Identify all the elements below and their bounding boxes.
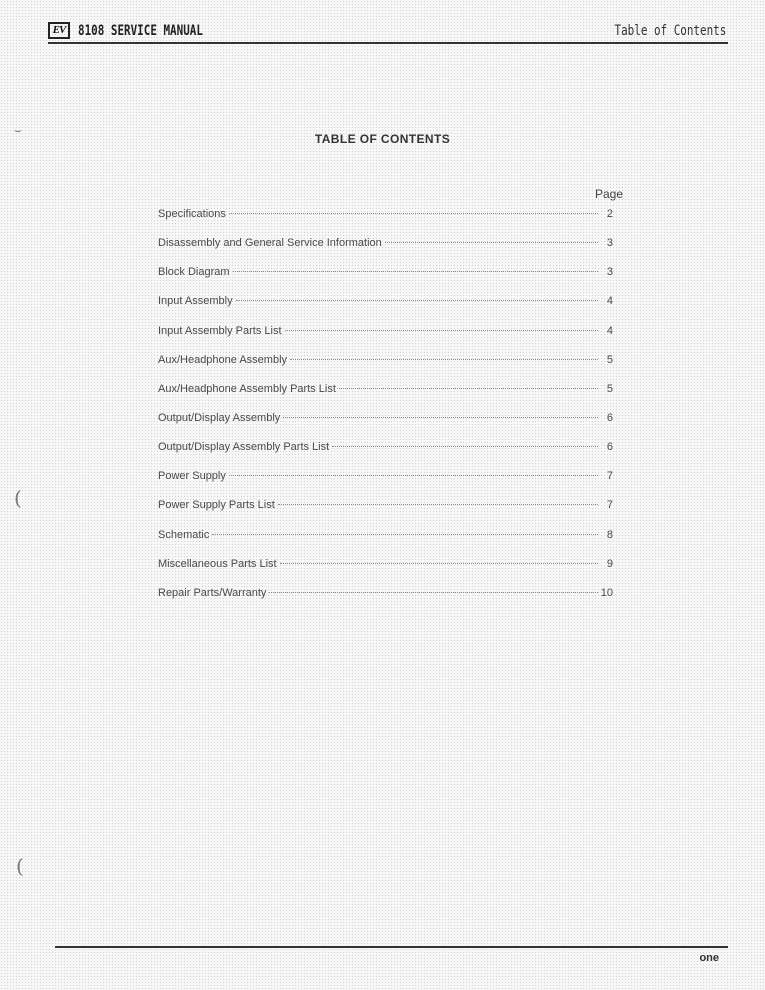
toc-entry: [158, 556, 613, 585]
toc-entry: [158, 206, 613, 235]
toc-entry: [158, 497, 613, 526]
dot-leader: [229, 212, 598, 214]
toc-entry: [158, 381, 613, 410]
page-header: [48, 20, 728, 42]
binding-hole-mark: (: [16, 854, 24, 878]
header-rule: [48, 42, 728, 44]
dot-leader: [233, 270, 598, 272]
toc-entry: [158, 323, 613, 352]
toc-entry-page: 8: [606, 528, 613, 541]
scan-artifact-mark: ⌣: [14, 123, 22, 137]
dot-leader: [332, 445, 598, 447]
toc-entry: [158, 352, 613, 381]
toc-entry: [158, 410, 613, 439]
toc-entry: [158, 293, 613, 322]
section-title: Table of Contents: [614, 23, 726, 39]
toc-entry: [158, 527, 613, 556]
toc-entry-title: Aux/Headphone Assembly: [158, 353, 288, 366]
toc-entry-page: 6: [606, 441, 613, 454]
dot-leader: [283, 416, 598, 418]
toc-entry-title: Input Assembly Parts List: [158, 324, 282, 337]
toc-entry-title: Output/Display Assembly Parts List: [158, 441, 330, 454]
toc-entry-title: Repair Parts/Warranty: [158, 586, 267, 599]
page-title: TABLE OF CONTENTS: [314, 132, 451, 146]
toc-entry-page: 4: [606, 324, 613, 337]
toc-entry-title: Power Supply: [158, 470, 226, 483]
footer-rule: [55, 946, 728, 948]
ev-logo: EV: [48, 22, 70, 39]
toc-entry-page: 9: [606, 557, 613, 570]
dot-leader: [269, 591, 597, 593]
toc-entry-title: Miscellaneous Parts List: [158, 557, 277, 570]
dot-leader: [278, 503, 598, 505]
toc-entry-page: 5: [606, 382, 613, 395]
toc-entry-page: 7: [606, 470, 613, 483]
toc-entry-title: Input Assembly: [158, 295, 233, 308]
toc-entry: [158, 585, 613, 614]
toc-entry-title: Block Diagram: [158, 266, 230, 279]
dot-leader: [385, 241, 598, 243]
dot-leader: [229, 474, 598, 476]
toc-entry-page: 6: [606, 411, 613, 424]
toc-entry-title: Aux/Headphone Assembly Parts List: [158, 382, 336, 395]
manual-title: 8108 SERVICE MANUAL: [78, 23, 203, 39]
toc-entry-page: 2: [606, 208, 613, 220]
toc-entry-title: Output/Display Assembly: [158, 411, 281, 424]
dot-leader: [236, 299, 598, 301]
dot-leader: [212, 533, 598, 535]
dot-leader: [285, 329, 599, 331]
dot-leader: [290, 358, 598, 360]
toc-entry-title: Schematic: [158, 528, 210, 541]
footer-page-number: one: [699, 952, 719, 964]
page-column-label: Page: [595, 187, 624, 201]
toc-entry: [158, 264, 613, 293]
toc-entry-page: 3: [606, 237, 613, 250]
table-of-contents: [158, 206, 613, 614]
toc-entry: [158, 468, 613, 497]
toc-entry-title: Specifications: [158, 208, 226, 220]
toc-entry-page: 3: [606, 266, 613, 279]
dot-leader: [339, 387, 598, 389]
toc-entry-title: Power Supply Parts List: [158, 499, 275, 512]
toc-entry: [158, 439, 613, 468]
toc-entry-page: 4: [606, 295, 613, 308]
toc-entry-title: Disassembly and General Service Information: [158, 237, 382, 250]
binding-hole-mark: (: [14, 486, 22, 510]
toc-entry-page: 7: [606, 499, 613, 512]
toc-entry-page: 5: [606, 353, 613, 366]
toc-entry: [158, 235, 613, 264]
toc-entry-page: 10: [600, 586, 613, 599]
dot-leader: [280, 562, 598, 564]
